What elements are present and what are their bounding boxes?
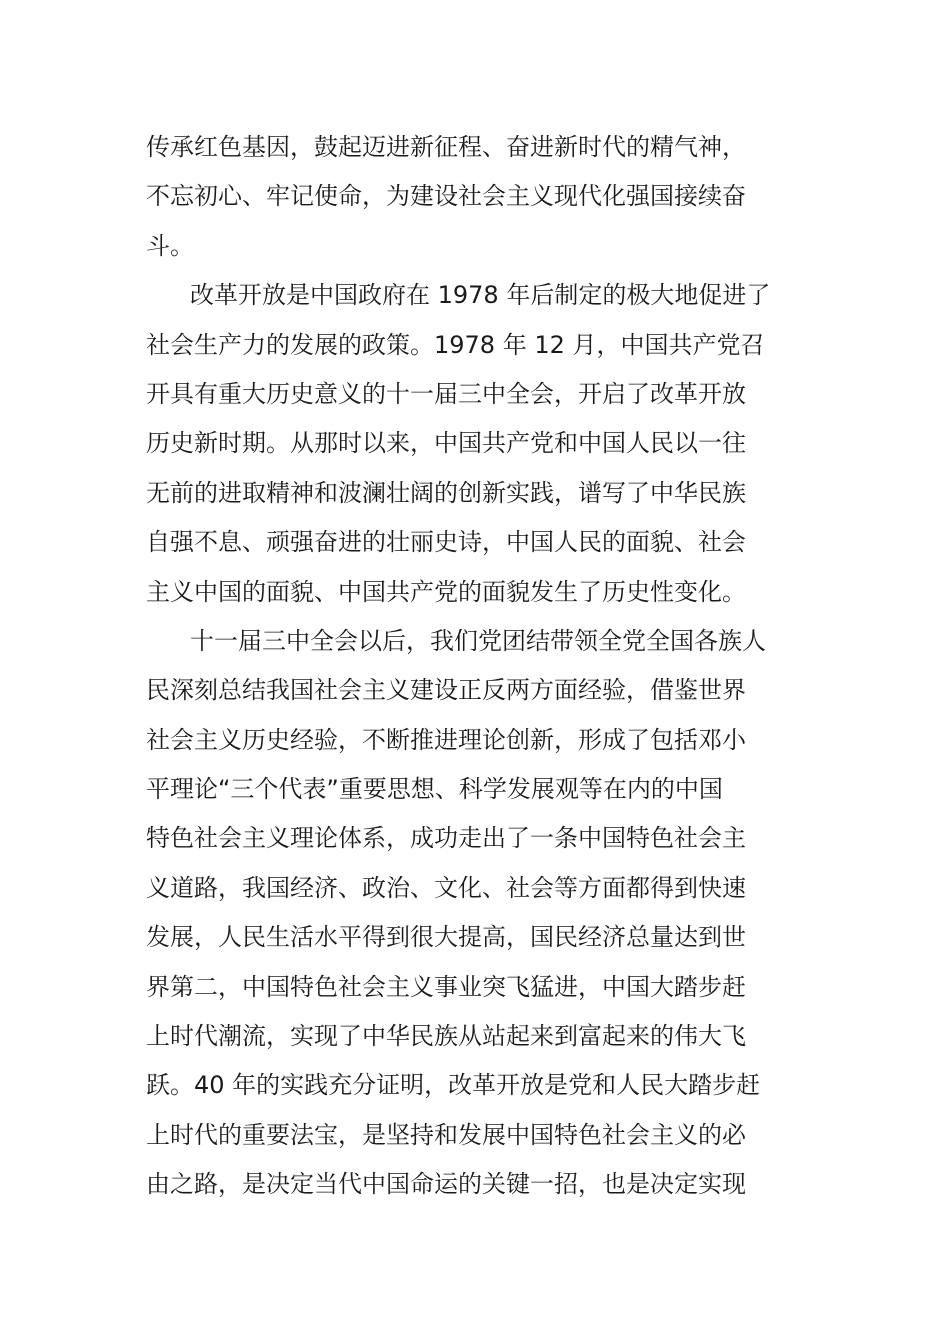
document-body	[146, 123, 816, 1210]
text-line: 历史新时期。从那时以来，中国共产党和中国人民以一往	[146, 429, 746, 458]
text-line: 上时代潮流，实现了中华民族从站起来到富起来的伟大飞	[146, 1022, 746, 1051]
text-line: 发展，人民生活水平得到很大提高，国民经济总量达到世	[146, 923, 746, 952]
text-line: 平理论“三个代表”重要思想、科学发展观等在内的中国	[146, 775, 723, 804]
text-line: 特色社会主义理论体系，成功走出了一条中国特色社会主	[146, 824, 746, 853]
text-line: 社会生产力的发展的政策。1978 年 12 月，中国共产党召	[146, 330, 765, 359]
paragraph-1	[146, 123, 816, 271]
text-line: 由之路，是决定当代中国命运的关键一招，也是决定实现	[146, 1170, 746, 1199]
text-line: 主义中国的面貌、中国共产党的面貌发生了历史性变化。	[146, 577, 746, 606]
text-line: 界第二，中国特色社会主义事业突飞猛进，中国大踏步赶	[146, 972, 746, 1001]
text-line: 自强不息、顽强奋进的壮丽史诗，中国人民的面貌、社会	[146, 528, 746, 557]
text-line: 斗。	[146, 231, 194, 260]
text-line: 义道路，我国经济、政治、文化、社会等方面都得到快速	[146, 873, 746, 902]
text-line: 跃。40 年的实践充分证明，改革开放是党和人民大踏步赶	[146, 1071, 761, 1100]
text-line: 开具有重大历史意义的十一届三中全会，开启了改革开放	[146, 379, 746, 408]
text-line-first: 十一届三中全会以后，我们党团结带领全党全国各族人	[190, 626, 766, 655]
paragraph-3	[146, 617, 816, 1210]
text-line: 社会主义历史经验，不断推进理论创新，形成了包括邓小	[146, 725, 746, 754]
text-line: 传承红色基因，鼓起迈进新征程、奋进新时代的精气神，	[146, 133, 746, 161]
text-line: 民深刻总结我国社会主义建设正反两方面经验，借鉴世界	[146, 676, 746, 705]
text-line: 无前的进取精神和波澜壮阔的创新实践，谱写了中华民族	[146, 478, 746, 507]
text-line: 上时代的重要法宝，是坚持和发展中国特色社会主义的必	[146, 1120, 746, 1149]
text-line-first: 改革开放是中国政府在 1978 年后制定的极大地促进了	[190, 281, 771, 310]
paragraph-2	[146, 271, 816, 617]
text-line: 不忘初心、牢记使命，为建设社会主义现代化强国接续奋	[146, 182, 746, 211]
